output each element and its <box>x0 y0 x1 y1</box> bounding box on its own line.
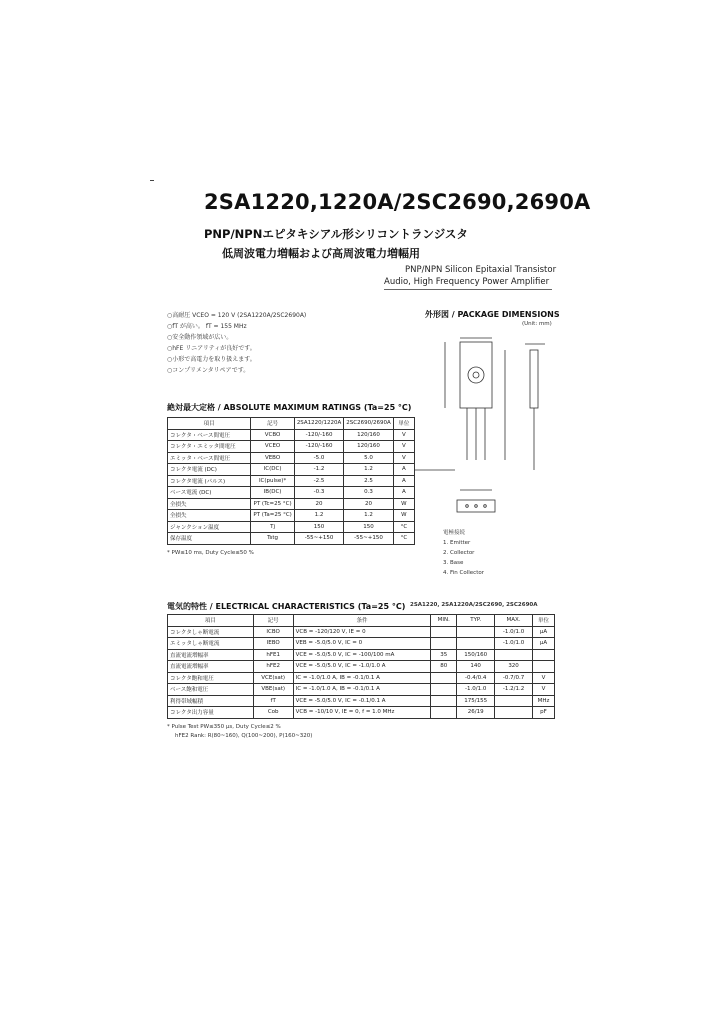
table-cell: 全損失 <box>168 510 251 522</box>
table-cell: VCB = -120/120 V, IE = 0 <box>293 626 431 638</box>
table-cell: V <box>533 684 555 696</box>
table-cell: Tstg <box>251 533 294 545</box>
table-cell: Tj <box>251 521 294 533</box>
table-cell <box>457 626 495 638</box>
table-cell: 150 <box>294 521 343 533</box>
table-row <box>168 695 555 707</box>
elec-parts: 2SA1220, 2SA1220A/2SC2690, 2SC2690A <box>410 602 538 608</box>
table-row <box>168 464 415 476</box>
table-row <box>168 521 415 533</box>
table-cell: 35 <box>431 649 457 661</box>
table-cell: コレクタしゃ断電流 <box>168 626 254 638</box>
table-cell: コレクタ飽和電圧 <box>168 672 254 684</box>
table-cell: -120/-160 <box>294 441 343 453</box>
table-cell: -0.4/0.4 <box>457 672 495 684</box>
table-cell: 175/155 <box>457 695 495 707</box>
feature-list <box>167 310 306 376</box>
table-cell: 20 <box>344 498 393 510</box>
table-cell: hFE1 <box>253 649 293 661</box>
table-cell: °C <box>393 533 414 545</box>
col-header: MAX. <box>495 615 533 627</box>
package-unit: (Unit: mm) <box>522 321 552 327</box>
table-cell: -5.0 <box>294 452 343 464</box>
table-cell <box>431 707 457 719</box>
table-cell: VBE(sat) <box>253 684 293 696</box>
table-cell: A <box>393 487 414 499</box>
pin-item: 2. Collector <box>443 550 475 556</box>
subtitle-underline <box>384 289 552 290</box>
table-cell: IC(pulse)* <box>251 475 294 487</box>
table-cell <box>431 684 457 696</box>
col-header: 項目 <box>168 615 254 627</box>
table-cell: -55~+150 <box>344 533 393 545</box>
table-cell: VCBO <box>251 429 294 441</box>
subtitle-en-1: PNP/NPN Silicon Epitaxial Transistor <box>405 265 557 275</box>
table-cell: -1.2/1.2 <box>495 684 533 696</box>
elec-header: 電気的特性 / ELECTRICAL CHARACTERISTICS (Ta=25 °C) <box>167 602 406 611</box>
col-header: 単位 <box>533 615 555 627</box>
table-row <box>168 487 415 499</box>
col-header: 項目 <box>168 418 251 430</box>
table-cell: IC = -1.0/1.0 A, IB = -0.1/0.1 A <box>293 672 431 684</box>
table-row <box>168 684 555 696</box>
table-cell: 直流電流増幅率 <box>168 661 254 673</box>
col-header: 記号 <box>251 418 294 430</box>
table-row <box>168 661 555 673</box>
table-cell <box>431 695 457 707</box>
table-header-row <box>168 418 415 430</box>
feature-item: ○hFE リニアリティが良好です。 <box>167 345 256 352</box>
table-cell: 直流電流増幅率 <box>168 649 254 661</box>
table-cell: コレクタ・エミッタ間電圧 <box>168 441 251 453</box>
table-cell: -0.3 <box>294 487 343 499</box>
table-cell <box>533 661 555 673</box>
col-header: 単位 <box>393 418 414 430</box>
elec-footnote-2: hFE2 Rank: R(80~160), Q(100~200), P(160~320) <box>175 733 313 739</box>
table-cell: コレクタ出力容量 <box>168 707 254 719</box>
table-cell: 全損失 <box>168 498 251 510</box>
table-cell: 利得帯域幅積 <box>168 695 254 707</box>
pin-item: 1. Emitter <box>443 540 471 546</box>
table-cell: W <box>393 498 414 510</box>
table-cell: VCE = -5.0/5.0 V, IC = -1.0/1.0 A <box>293 661 431 673</box>
abs-max-table <box>167 417 415 545</box>
table-cell: 2.5 <box>344 475 393 487</box>
pin-item: 3. Base <box>443 560 464 566</box>
table-cell: IEBO <box>253 638 293 650</box>
table-cell: エミッタ・ベース間電圧 <box>168 452 251 464</box>
table-cell: pF <box>533 707 555 719</box>
table-cell: ベース電流 (DC) <box>168 487 251 499</box>
table-row <box>168 498 415 510</box>
corner-mark <box>150 180 154 181</box>
subtitle-jp-2: 低周波電力増幅および高周波電力増幅用 <box>222 247 420 260</box>
table-cell: 80 <box>431 661 457 673</box>
table-cell: 120/160 <box>344 441 393 453</box>
table-cell: コレクタ電流 (パルス) <box>168 475 251 487</box>
table-cell: 5.0 <box>344 452 393 464</box>
table-cell: °C <box>393 521 414 533</box>
pin-list <box>443 528 484 578</box>
table-cell: Cob <box>253 707 293 719</box>
table-cell: コレクタ電流 (DC) <box>168 464 251 476</box>
table-cell: 1.2 <box>294 510 343 522</box>
table-cell <box>431 638 457 650</box>
table-cell: V <box>393 429 414 441</box>
table-cell: ジャンクション温度 <box>168 521 251 533</box>
table-cell: 150 <box>344 521 393 533</box>
abs-max-footnote: * PW≤10 ms, Duty Cycle≤50 % <box>167 550 254 556</box>
table-cell: 150/160 <box>457 649 495 661</box>
feature-item: ○コンプリメンタリペアです。 <box>167 367 250 374</box>
table-cell: VCE = -5.0/5.0 V, IC = -0.1/0.1 A <box>293 695 431 707</box>
pin-header: 電極接続 <box>443 530 466 536</box>
table-cell: 1.2 <box>344 464 393 476</box>
package-header: 外形図 / PACKAGE DIMENSIONS <box>425 310 560 319</box>
table-cell: -2.5 <box>294 475 343 487</box>
table-cell <box>495 707 533 719</box>
table-cell: ベース飽和電圧 <box>168 684 254 696</box>
table-row <box>168 475 415 487</box>
table-cell: fT <box>253 695 293 707</box>
elec-table <box>167 614 555 719</box>
table-cell: V <box>393 441 414 453</box>
table-cell: V <box>533 672 555 684</box>
table-cell: W <box>393 510 414 522</box>
table-cell: VCE = -5.0/5.0 V, IC = -100/100 mA <box>293 649 431 661</box>
table-row <box>168 452 415 464</box>
subtitle-en-2: Audio, High Frequency Power Amplifier <box>384 277 550 287</box>
table-cell: 保存温度 <box>168 533 251 545</box>
table-cell: 26/19 <box>457 707 495 719</box>
table-cell: -1.0/1.0 <box>495 638 533 650</box>
feature-item: ○安全動作領域が広い。 <box>167 334 233 341</box>
table-cell: ICBO <box>253 626 293 638</box>
table-cell: コレクタ・ベース間電圧 <box>168 429 251 441</box>
table-cell <box>495 695 533 707</box>
table-cell: VCE(sat) <box>253 672 293 684</box>
table-cell: -120/-160 <box>294 429 343 441</box>
package-drawing <box>415 330 560 520</box>
table-header-row <box>168 615 555 627</box>
table-cell: 0.3 <box>344 487 393 499</box>
table-cell: μA <box>533 638 555 650</box>
table-cell: 120/160 <box>344 429 393 441</box>
pin-item: 4. Fin Collector <box>443 570 484 576</box>
feature-item: ○fT が高い。 fT = 155 MHz <box>167 323 247 330</box>
table-row <box>168 649 555 661</box>
table-cell: μA <box>533 626 555 638</box>
table-row <box>168 638 555 650</box>
table-cell <box>431 626 457 638</box>
table-cell: -1.0/1.0 <box>495 626 533 638</box>
table-cell: V <box>393 452 414 464</box>
table-cell: -55~+150 <box>294 533 343 545</box>
table-cell: IB(DC) <box>251 487 294 499</box>
table-cell: IC = -1.0/1.0 A, IB = -0.1/0.1 A <box>293 684 431 696</box>
table-cell: 140 <box>457 661 495 673</box>
table-cell <box>533 649 555 661</box>
table-row <box>168 429 415 441</box>
table-cell: PT (Tc=25 °C) <box>251 498 294 510</box>
table-row <box>168 707 555 719</box>
col-header: TYP. <box>457 615 495 627</box>
table-cell <box>457 638 495 650</box>
table-cell: VCEO <box>251 441 294 453</box>
table-row <box>168 533 415 545</box>
table-cell: PT (Ta=25 °C) <box>251 510 294 522</box>
col-header: 条件 <box>293 615 431 627</box>
table-cell: VEB = -5.0/5.0 V, IC = 0 <box>293 638 431 650</box>
feature-item: ○高耐圧 VCEO = 120 V (2SA1220A/2SC2690A) <box>167 312 307 319</box>
table-cell: エミッタしゃ断電流 <box>168 638 254 650</box>
page-title: 2SA1220,1220A/2SC2690,2690A <box>204 190 591 214</box>
table-cell: 1.2 <box>344 510 393 522</box>
table-cell: IC(DC) <box>251 464 294 476</box>
table-cell: VEBO <box>251 452 294 464</box>
table-cell: MHz <box>533 695 555 707</box>
table-cell: -1.2 <box>294 464 343 476</box>
table-cell: 20 <box>294 498 343 510</box>
abs-max-header: 絶対最大定格 / ABSOLUTE MAXIMUM RATINGS (Ta=25 °C) <box>167 403 412 412</box>
elec-footnote-1: * Pulse Test PW≤350 μs, Duty Cycle≤2 % <box>167 724 281 730</box>
table-cell: hFE2 <box>253 661 293 673</box>
col-header: MIN. <box>431 615 457 627</box>
table-cell: 320 <box>495 661 533 673</box>
subtitle-jp-1: PNP/NPNエピタキシアル形シリコントランジスタ <box>204 227 468 241</box>
table-row <box>168 441 415 453</box>
table-row <box>168 626 555 638</box>
table-cell: -0.7/0.7 <box>495 672 533 684</box>
col-header: 記号 <box>253 615 293 627</box>
table-cell <box>495 649 533 661</box>
table-cell: A <box>393 475 414 487</box>
col-header: 2SA1220/1220A <box>294 418 343 430</box>
table-row <box>168 672 555 684</box>
table-cell <box>431 672 457 684</box>
table-cell: -1.0/1.0 <box>457 684 495 696</box>
table-row <box>168 510 415 522</box>
col-header: 2SC2690/2690A <box>344 418 393 430</box>
table-cell: VCB = -10/10 V, IE = 0, f = 1.0 MHz <box>293 707 431 719</box>
feature-item: ○小形で高電力を取り扱えます。 <box>167 356 256 363</box>
table-cell: A <box>393 464 414 476</box>
